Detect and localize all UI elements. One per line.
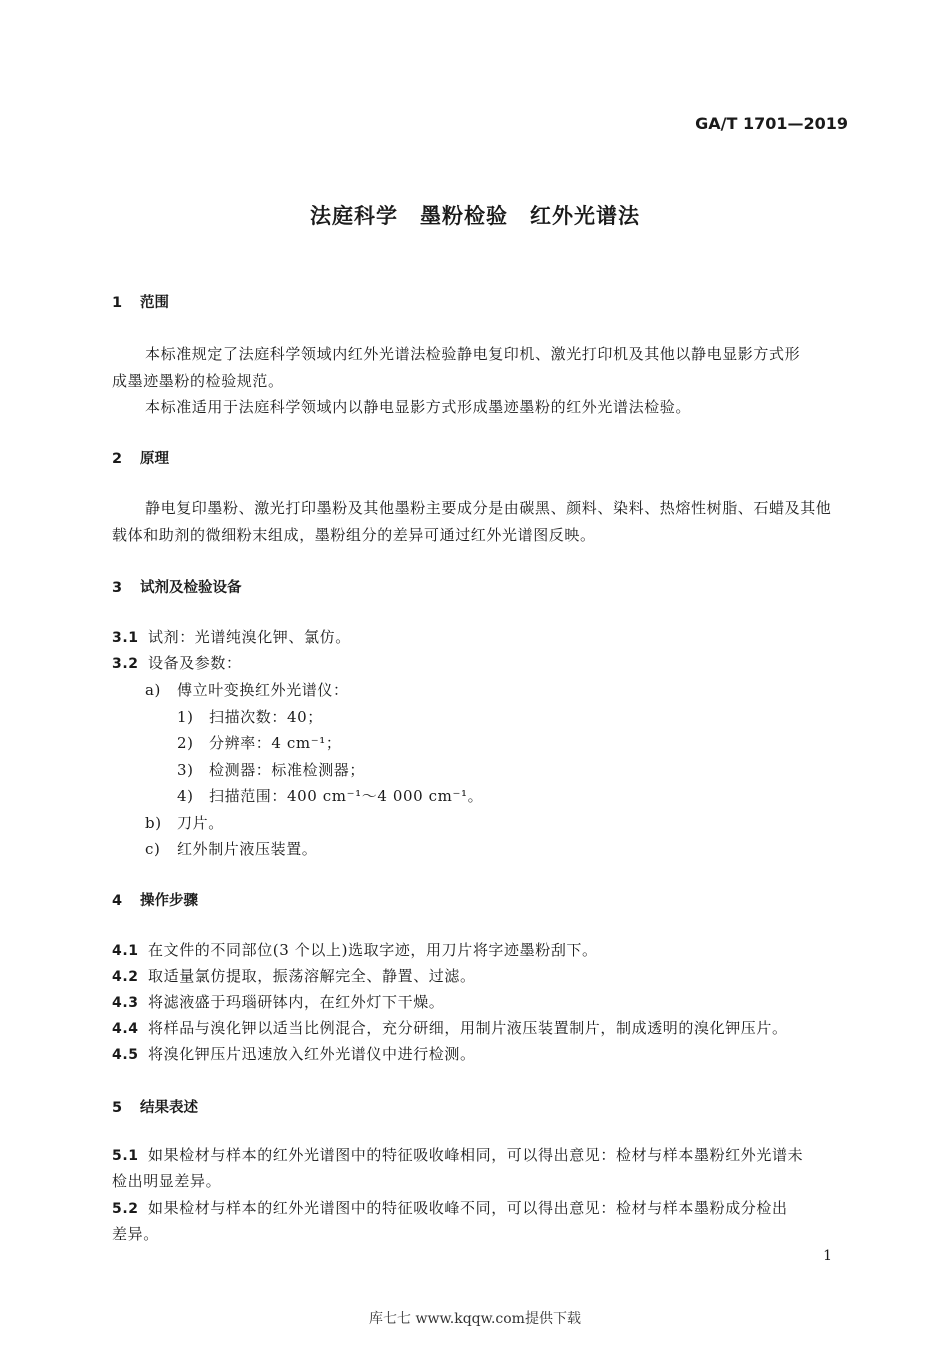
list-marker: 3)	[177, 761, 194, 779]
list-marker: b)	[145, 814, 162, 832]
clause-number: 5.2	[112, 1201, 139, 1217]
clause-number: 4.2	[112, 969, 139, 985]
clause-4-1	[112, 939, 598, 960]
section-title: 试剂及检验设备	[140, 580, 242, 596]
section-number: 2	[112, 451, 123, 467]
list-item-c	[145, 838, 317, 859]
section-1-heading	[112, 291, 169, 312]
section-number: 1	[112, 295, 123, 311]
list-item-a2	[177, 732, 341, 753]
clause-text: 如果检材与样本的红外光谱图中的特征吸收峰不同，可以得出意见：检材与样本墨粉成分检出	[148, 1199, 788, 1217]
clause-text: 试剂：光谱纯溴化钾、氯仿。	[148, 628, 351, 646]
list-text: 扫描次数：40；	[209, 708, 323, 726]
list-item-a1	[177, 706, 323, 727]
clause-text: 将溴化钾压片迅速放入红外光谱仪中进行检测。	[148, 1045, 476, 1063]
clause-text: 设备及参数：	[148, 654, 242, 672]
clause-text: 如果检材与样本的红外光谱图中的特征吸收峰相同，可以得出意见：检材与样本墨粉红外光谱未	[148, 1146, 804, 1164]
section-3-heading	[112, 576, 242, 597]
clause-text: 在文件的不同部位(3 个以上)选取字迹，用刀片将字迹墨粉刮下。	[148, 941, 598, 959]
clause-number: 5.1	[112, 1148, 139, 1164]
clause-number: 4.5	[112, 1047, 139, 1063]
clause-number: 3.2	[112, 656, 139, 672]
section-title: 结果表述	[140, 1100, 198, 1116]
document-title: 法庭科学 墨粉检验 红外光谱法	[310, 204, 640, 228]
section-number: 5	[112, 1100, 123, 1116]
section-number: 4	[112, 893, 123, 909]
list-item-a	[145, 679, 349, 700]
clause-4-5	[112, 1043, 476, 1064]
clause-number: 4.4	[112, 1021, 139, 1037]
section-title: 操作步骤	[140, 893, 198, 909]
list-marker: 2)	[177, 734, 194, 752]
clause-number: 4.1	[112, 943, 139, 959]
standard-code: GA/T 1701—2019	[695, 114, 848, 133]
section-number: 3	[112, 580, 123, 596]
clause-5-2	[112, 1197, 788, 1218]
paragraph-line: 本标准规定了法庭科学领域内红外光谱法检验静电复印机、激光打印机及其他以静电显影方式形	[145, 345, 801, 363]
clause-4-2	[112, 965, 476, 986]
list-marker: a)	[145, 681, 161, 699]
list-text: 红外制片液压装置。	[177, 840, 318, 858]
section-5-heading	[112, 1096, 198, 1117]
clause-4-3	[112, 991, 444, 1012]
section-title: 范围	[140, 295, 169, 311]
paragraph-line: 成墨迹墨粉的检验规范。	[112, 372, 284, 390]
paragraph-line: 静电复印墨粉、激光打印墨粉及其他墨粉主要成分是由碳黑、颜料、染料、热熔性树脂、石蜡及其他	[145, 499, 832, 517]
clause-text: 取适量氯仿提取，振荡溶解完全、静置、过滤。	[148, 967, 476, 985]
list-text: 刀片。	[177, 814, 224, 832]
list-marker: 4)	[177, 787, 194, 805]
list-text: 分辨率：4 cm⁻¹；	[209, 734, 342, 752]
page-number: 1	[823, 1248, 832, 1264]
clause-number: 3.1	[112, 630, 139, 646]
list-marker: 1)	[177, 708, 194, 726]
clause-4-4	[112, 1017, 788, 1038]
clause-text: 将样品与溴化钾以适当比例混合，充分研细，用制片液压装置制片，制成透明的溴化钾压片。	[148, 1019, 788, 1037]
list-text: 傅立叶变换红外光谱仪：	[177, 681, 349, 699]
list-item-a3	[177, 759, 365, 780]
clause-number: 4.3	[112, 995, 139, 1011]
list-item-b	[145, 812, 224, 833]
paragraph-line: 载体和助剂的微细粉末组成，墨粉组分的差异可通过红外光谱图反映。	[112, 526, 596, 544]
section-4-heading	[112, 889, 198, 910]
download-footer: 库七七 www.kqqw.com提供下载	[369, 1311, 581, 1327]
list-text: 扫描范围：400 cm⁻¹～4 000 cm⁻¹。	[209, 787, 484, 805]
clause-5-1	[112, 1144, 803, 1165]
clause-3-1	[112, 626, 351, 647]
clause-text: 将滤液盛于玛瑙研钵内，在红外灯下干燥。	[148, 993, 445, 1011]
list-marker: c)	[145, 840, 161, 858]
paragraph-line: 本标准适用于法庭科学领域内以静电显影方式形成墨迹墨粉的红外光谱法检验。	[145, 398, 692, 416]
clause-continuation: 差异。	[112, 1225, 159, 1243]
section-2-heading	[112, 447, 169, 468]
section-title: 原理	[140, 451, 169, 467]
list-item-a4	[177, 785, 483, 806]
clause-continuation: 检出明显差异。	[112, 1172, 222, 1190]
clause-3-2	[112, 652, 242, 673]
list-text: 检测器：标准检测器；	[209, 761, 366, 779]
